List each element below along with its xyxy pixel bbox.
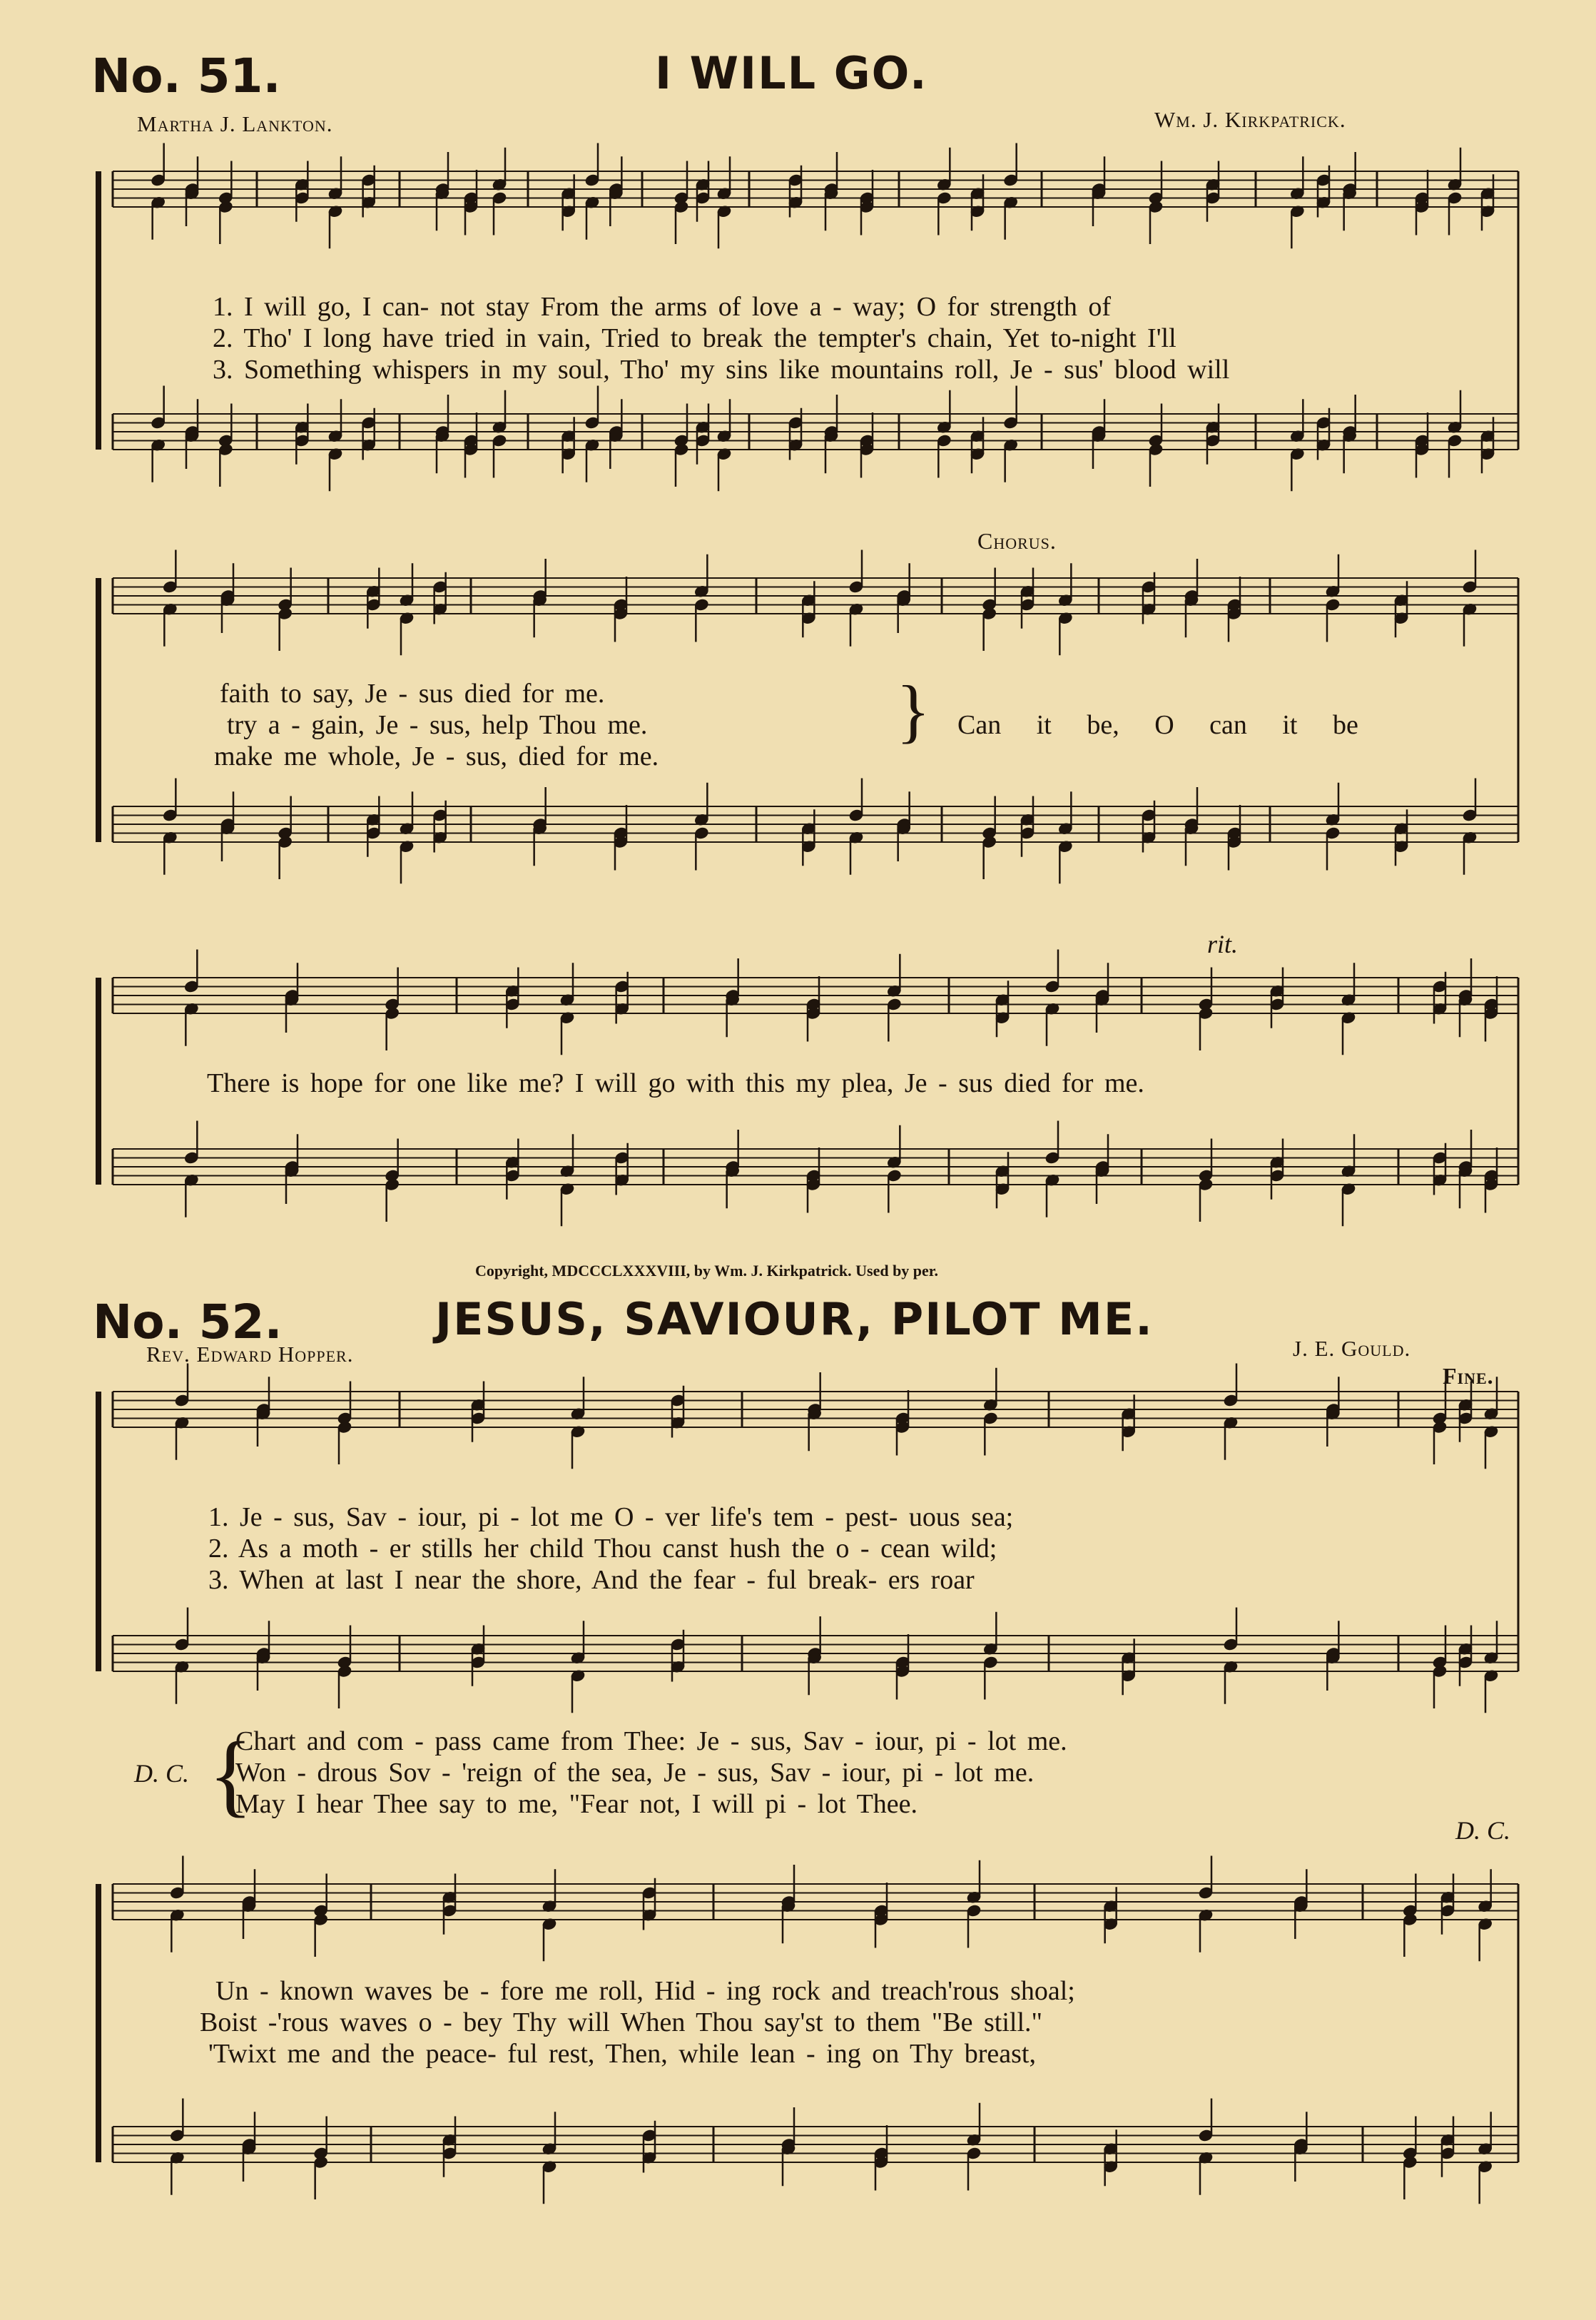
fine-marking: Fine. — [1443, 1363, 1494, 1389]
hymn-51-author: Martha J. Lankton. — [137, 111, 333, 136]
chorus-label: Chorus. — [977, 528, 1057, 554]
hymn-52-s2-verse-2: Boist -'rous waves o - bey Thy will When Thou say'st to them "Be still." — [200, 2007, 1043, 2037]
dc-mark: D. C. — [1455, 1816, 1511, 1845]
hymn-52-verse-1: 1. Je - sus, Sav - iour, pi - lot me O - ver life's tem - pest- uous sea; — [208, 1502, 1014, 1532]
hymn-51-s2-verse-2: try a - gain, Je - sus, help Thou me. — [227, 710, 648, 740]
hymn-51-verse-2: 2. Tho' I long have tried in vain, Tried to break the tempter's chain, Yet to-night I'll — [213, 323, 1176, 353]
hymn-51-chorus-lyric: Can it be, O can it be — [957, 710, 1358, 740]
hymn-51-s3-lyric: There is hope for one like me? I will go with this my plea, Je - sus died for me. — [207, 1068, 1144, 1098]
hymn-52-verse-3: 3. When at last I near the shore, And the fear - ful break- ers roar — [208, 1565, 975, 1595]
hymn-52-composer: J. E. Gould. — [1293, 1336, 1411, 1361]
hymn-51-verse-1: 1. I will go, I can- not stay From the arms of love a - way; O for strength of — [213, 292, 1112, 322]
hymn-51-s2-verse-1: faith to say, Je - sus died for me. — [220, 679, 605, 709]
hymn-51-title: I WILL GO. — [655, 47, 928, 99]
dc-line-3: May I hear Thee say to me, "Fear not, I will pi - lot Thee. — [235, 1789, 918, 1819]
hymn-51-verse-3: 3. Something whispers in my soul, Tho' my sins like mountains roll, Je - sus' blood will — [213, 355, 1230, 385]
rit-marking: rit. — [1207, 930, 1239, 958]
hymn-52-number: No. 52. — [93, 1295, 283, 1349]
copyright-notice: Copyright, MDCCCLXXXVIII, by Wm. J. Kirkpatrick. Used by per. — [475, 1262, 939, 1280]
hymn-52-title: JESUS, SAVIOUR, PILOT ME. — [435, 1293, 1154, 1345]
hymn-52-s2-verse-3: 'Twixt me and the peace- ful rest, Then, while lean - ing on Thy breast, — [208, 2039, 1036, 2069]
hymn-52-author: Rev. Edward Hopper. — [146, 1342, 354, 1367]
verse-brace: } — [896, 671, 930, 750]
hymn-51-s2-verse-3: make me whole, Je - sus, died for me. — [214, 741, 659, 771]
dc-line-1: Chart and com - pass came from Thee: Je - sus, Sav - iour, pi - lot me. — [235, 1726, 1067, 1756]
hymn-51-number: No. 51. — [91, 49, 281, 103]
dc-label: D. C. — [134, 1759, 190, 1788]
hymn-51-composer: Wm. J. Kirkpatrick. — [1154, 107, 1346, 132]
hymn-52-verse-2: 2. As a moth - er stills her child Thou canst hush the o - cean wild; — [208, 1534, 997, 1564]
hymn-52-s2-verse-1: Un - known waves be - fore me roll, Hid - ing rock and treach'rous shoal; — [215, 1976, 1075, 2006]
dc-line-2: Won - drous Sov - 'reign of the sea, Je - sus, Sav - iour, pi - lot me. — [235, 1758, 1035, 1788]
dc-brace: { — [208, 1723, 253, 1826]
